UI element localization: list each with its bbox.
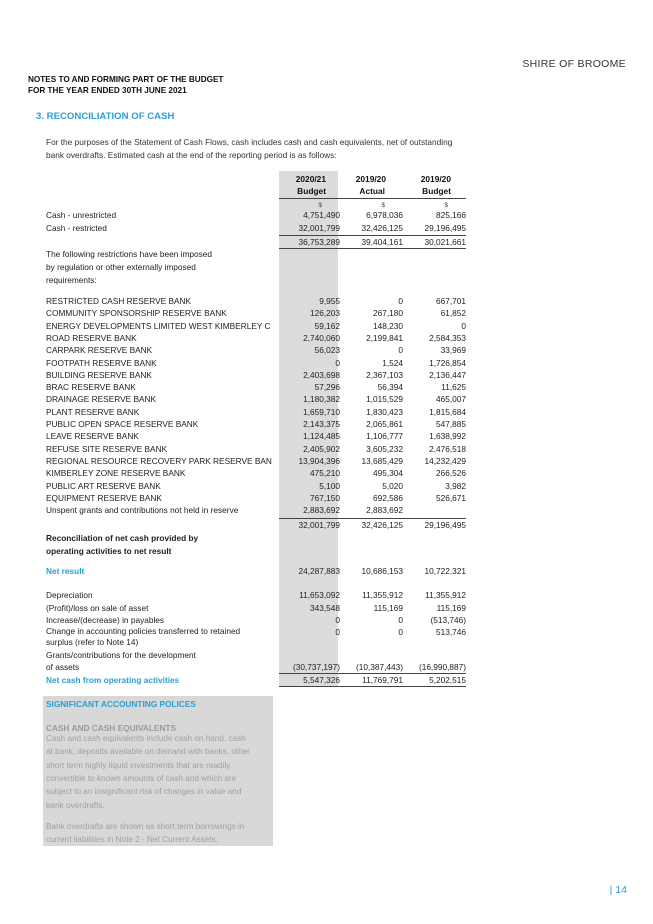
reserve-row-2021-budget: 1,124,485 xyxy=(303,431,340,442)
reconciliation-title-line1: Reconciliation of net cash provided by xyxy=(46,533,199,543)
reserve-row-2020-budget: 1,726,854 xyxy=(429,357,466,368)
reserve-row-2020-actual: 13,685,429 xyxy=(361,455,403,466)
reserve-row-2020-budget: 1,815,684 xyxy=(429,406,466,417)
reconciliation-title-line2: operating activities to net result xyxy=(46,546,172,556)
profit-loss-2020-actual: 115,169 xyxy=(373,603,403,613)
note-text-line: convertible to known amounts of cash and which are xyxy=(46,773,237,783)
reserve-row-2020-budget: 526,671 xyxy=(436,492,466,503)
reserve-row-2020-actual: 1,524 xyxy=(382,357,403,368)
col1-unit: $ xyxy=(318,202,322,209)
reserve-row-label: BUILDING RESERVE BANK xyxy=(46,369,152,380)
reserve-row-2021-budget: 126,203 xyxy=(310,308,340,319)
cash-restricted-2020-actual: 32,426,125 xyxy=(361,223,403,233)
reserve-row-2020-actual: 267,180 xyxy=(373,308,403,319)
reserve-row-2020-actual: 1,106,777 xyxy=(366,431,403,442)
note-text-line: short term highly liquid investments that are readily xyxy=(46,760,231,770)
cash-total-2020-budget: 30,021,661 xyxy=(424,237,466,247)
reserve-row-label: PLANT RESERVE BANK xyxy=(46,406,140,417)
cash-unrestricted-label: Cash - unrestricted xyxy=(46,210,117,220)
reserve-row-2021-budget: 2,405,902 xyxy=(303,443,340,454)
reserve-row-label: EQUIPMENT RESERVE BANK xyxy=(46,492,162,503)
payables-2020-actual: 0 xyxy=(398,615,403,625)
grants-2021-budget: (30,737,197) xyxy=(292,662,340,672)
reserve-row-2021-budget: 59,162 xyxy=(314,320,340,331)
depreciation-2021-budget: 11,653,092 xyxy=(299,590,340,600)
reserve-row-2021-budget: 2,143,375 xyxy=(303,419,340,429)
net-cash-2020-actual: 11,769,791 xyxy=(362,675,403,685)
reserve-row-2020-budget: 465,007 xyxy=(436,394,466,405)
policy-change-2021-budget: 0 xyxy=(335,627,340,637)
cash-restricted-label: Cash - restricted xyxy=(46,223,107,233)
net-cash-label: Net cash from operating activities xyxy=(46,675,180,685)
reserve-row-2021-budget: 2,403,698 xyxy=(303,369,340,380)
col3-header-type: Budget xyxy=(422,186,451,196)
reserve-row-2020-actual: 148,230 xyxy=(373,320,403,331)
col3-header-year: 2019/20 xyxy=(420,174,451,184)
intro-line1: For the purposes of the Statement of Cash Flows, cash includes cash and cash equivalents, net of outstanding xyxy=(46,137,453,147)
intro-line2: bank overdrafts. Estimated cash at the end of the reporting period is as follows: xyxy=(46,150,337,160)
net-result-2020-actual: 10,686,153 xyxy=(361,566,403,576)
cash-total-2021-budget: 36,753,289 xyxy=(298,237,340,247)
col2-header-year: 2019/20 xyxy=(355,174,386,184)
col1-header-type: Budget xyxy=(297,186,326,196)
reserve-row-2020-actual: 2,065,861 xyxy=(366,419,403,429)
reserve-row-label: LEAVE RESERVE BANK xyxy=(46,431,139,442)
page-number: | 14 xyxy=(609,884,627,896)
reserve-row-2020-actual: 56,394 xyxy=(377,382,403,393)
reserve-row-label: RESTRICTED CASH RESERVE BANK xyxy=(46,296,192,306)
reserve-row-2021-budget: 475,210 xyxy=(310,468,340,479)
cash-unrestricted-2020-budget: 825,166 xyxy=(436,210,466,220)
net-cash-2021-budget: 5,547,326 xyxy=(303,675,340,685)
note-text-line: current liabilities in Note 2 - Net Current Assets. xyxy=(46,835,219,845)
net-result-2021-budget: 24,287,883 xyxy=(298,566,340,576)
reserve-row-2020-actual: 0 xyxy=(398,296,403,306)
reserve-row-label: DRAINAGE RESERVE BANK xyxy=(46,394,157,405)
col2-header-type: Actual xyxy=(359,186,385,196)
notes-heading-line1: NOTES TO AND FORMING PART OF THE BUDGET xyxy=(28,75,224,84)
net-cash-2020-budget: 5,202,515 xyxy=(429,675,466,685)
note-text-line: bank overdrafts. xyxy=(46,800,105,810)
policy-change-label-line1: Change in accounting policies transferred to retained xyxy=(46,626,241,636)
policy-change-2020-budget: 513,746 xyxy=(436,627,466,637)
reserve-row-2020-budget: 0 xyxy=(461,320,466,331)
policy-change-2020-actual: 0 xyxy=(398,627,403,637)
grants-2020-budget: (16,990,887) xyxy=(418,662,466,672)
cash-restricted-2021-budget: 32,001,799 xyxy=(298,223,340,233)
note-title: SIGNIFICANT ACCOUNTING POLICES xyxy=(46,699,196,709)
grants-label-line1: Grants/contributions for the development xyxy=(46,650,196,660)
reserve-row-2020-budget: 14,232,429 xyxy=(424,455,466,466)
reserve-row-label: COMMUNITY SPONSORSHIP RESERVE BANK xyxy=(46,308,227,319)
reserve-row-2020-actual: 2,883,692 xyxy=(366,505,403,516)
depreciation-2020-budget: 11,355,912 xyxy=(425,590,466,600)
section-title: 3. RECONCILIATION OF CASH xyxy=(36,111,175,122)
reserve-total-2020-budget: 29,196,495 xyxy=(424,520,466,530)
reserve-row-label: FOOTPATH RESERVE BANK xyxy=(46,357,157,368)
reserve-row-2021-budget: 767,150 xyxy=(310,492,340,503)
profit-loss-2021-budget: 343,548 xyxy=(310,603,340,613)
reserve-total-2021-budget: 32,001,799 xyxy=(298,520,340,530)
reserve-row-2020-budget: 11,625 xyxy=(441,382,466,393)
reserve-row-2021-budget: 5,100 xyxy=(319,480,340,491)
policy-change-label-line2: surplus (refer to Note 14) xyxy=(46,637,139,647)
reserve-row-label: KIMBERLEY ZONE RESERVE BANK xyxy=(46,468,186,479)
payables-2020-budget: (513,746) xyxy=(430,615,466,625)
col3-unit: $ xyxy=(444,202,448,209)
depreciation-label: Depreciation xyxy=(46,590,93,600)
reserve-row-2021-budget: 1,659,710 xyxy=(303,406,340,417)
net-result-2020-budget: 10,722,321 xyxy=(424,566,466,576)
grants-2020-actual: (10,387,443) xyxy=(355,662,403,672)
organisation-name: SHIRE OF BROOME xyxy=(522,58,626,70)
reserve-row-label: ROAD RESERVE BANK xyxy=(46,332,137,343)
reserve-row-2020-budget: 2,136,447 xyxy=(429,369,466,380)
reserve-row-label: CARPARK RESERVE BANK xyxy=(46,345,153,356)
reserve-row-2020-actual: 0 xyxy=(398,345,403,356)
note-text-line: Cash and cash equivalents include cash on hand, cash xyxy=(46,734,246,743)
reserve-row-label: PUBLIC OPEN SPACE RESERVE BANK xyxy=(46,419,199,429)
profit-loss-2020-budget: 115,169 xyxy=(436,603,466,613)
payables-2021-budget: 0 xyxy=(335,615,340,625)
reserve-row-2020-budget: 1,638,992 xyxy=(429,431,466,442)
reserve-row-2020-actual: 1,830,423 xyxy=(366,406,403,417)
reserve-row-2021-budget: 0 xyxy=(335,357,340,368)
restrictions-text-line2: by regulation or other externally imposed xyxy=(46,262,196,272)
reserve-row-2020-actual: 2,367,103 xyxy=(366,369,403,380)
reserve-row-2021-budget: 56,023 xyxy=(314,345,340,356)
reserve-row-2020-budget: 667,701 xyxy=(436,296,466,306)
cash-restricted-2020-budget: 29,196,495 xyxy=(424,223,466,233)
cash-unrestricted-2020-actual: 6,978,036 xyxy=(366,210,403,220)
depreciation-2020-actual: 11,355,912 xyxy=(362,590,403,600)
reserve-row-2020-budget: 2,476,518 xyxy=(429,443,466,454)
reserve-row-2021-budget: 1,180,382 xyxy=(303,394,340,405)
note-text-line: at bank, deposits available on demand with banks, other xyxy=(46,747,250,757)
reserve-row-2020-actual: 495,304 xyxy=(373,468,403,479)
reserve-row-label: BRAC RESERVE BANK xyxy=(46,382,136,393)
reserve-row-2020-actual: 692,586 xyxy=(373,492,403,503)
reserve-row-2021-budget: 57,296 xyxy=(314,382,340,393)
reserve-row-label: ENERGY DEVELOPMENTS LIMITED WEST KIMBERLEY C xyxy=(46,320,271,331)
reserve-row-2020-budget: 2,584,353 xyxy=(429,332,466,343)
note-text-line: Bank overdrafts are shown as short term borrowings in xyxy=(46,822,245,831)
reserve-row-2020-actual: 2,199,841 xyxy=(366,332,403,343)
grants-label-line2: of assets xyxy=(46,662,80,672)
reserve-row-2021-budget: 13,904,396 xyxy=(298,455,340,466)
reserve-row-label: PUBLIC ART RESERVE BANK xyxy=(46,480,161,491)
reserve-row-2020-budget: 547,885 xyxy=(436,419,466,429)
note-text-line: subject to an insignificant risk of changes in value and xyxy=(46,787,242,797)
net-result-label: Net result xyxy=(46,566,85,576)
reserve-row-2020-budget: 33,969 xyxy=(440,345,466,356)
col2-unit: $ xyxy=(381,202,385,209)
reserve-total-2020-actual: 32,426,125 xyxy=(361,520,403,530)
reserve-row-2020-budget: 3,982 xyxy=(445,480,466,491)
reserve-row-2021-budget: 2,883,692 xyxy=(303,505,340,516)
reserve-row-2020-budget: 266,526 xyxy=(436,468,466,479)
restrictions-text-line1: The following restrictions have been imposed xyxy=(46,249,213,259)
reserve-row-2021-budget: 9,955 xyxy=(319,296,340,306)
reserve-row-2021-budget: 2,740,060 xyxy=(303,332,340,343)
reserve-row-label: REGIONAL RESOURCE RECOVERY PARK RESERVE BAN xyxy=(46,455,272,466)
restrictions-text-line3: requirements: xyxy=(46,275,97,285)
note-subtitle: CASH AND CASH EQUIVALENTS xyxy=(46,723,176,733)
reserve-row-label: Unspent grants and contributions not held in reserve xyxy=(46,505,239,516)
profit-loss-label: (Profit)/loss on sale of asset xyxy=(46,603,149,613)
reserve-row-2020-actual: 1,015,529 xyxy=(366,394,403,405)
reserve-row-2020-actual: 5,020 xyxy=(382,480,403,491)
cash-unrestricted-2021-budget: 4,751,490 xyxy=(303,210,340,220)
notes-heading-line2: FOR THE YEAR ENDED 30TH JUNE 2021 xyxy=(28,86,187,95)
col1-header-year: 2020/21 xyxy=(295,174,326,184)
reserve-row-2020-actual: 3,605,232 xyxy=(366,443,403,454)
reserve-row-2020-budget: 61,852 xyxy=(440,308,466,319)
payables-label: Increase/(decrease) in payables xyxy=(46,615,165,625)
reserve-row-label: REFUSE SITE RESERVE BANK xyxy=(46,443,168,454)
cash-total-2020-actual: 39,404,161 xyxy=(361,237,403,247)
